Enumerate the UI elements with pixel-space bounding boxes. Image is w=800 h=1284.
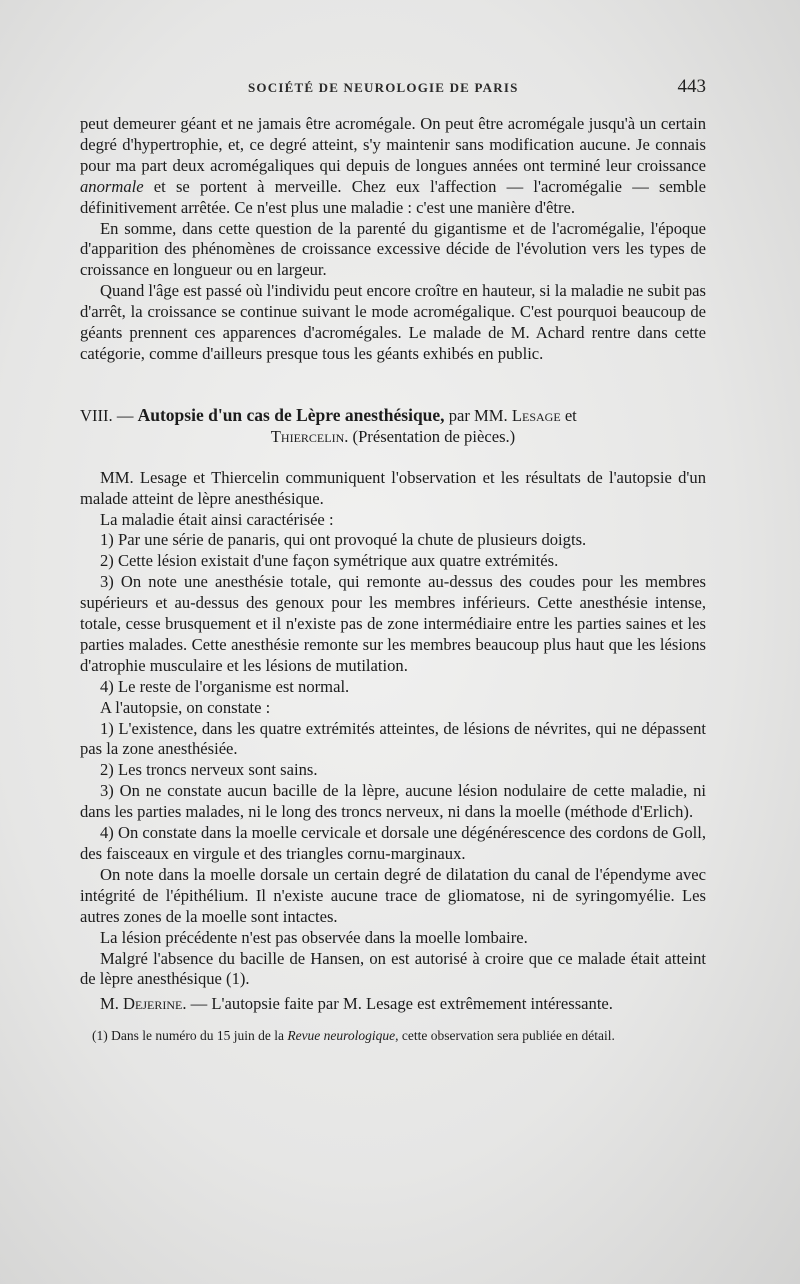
paragraph: A l'autopsie, on constate : xyxy=(100,697,271,717)
list-item: 1) L'existence, dans les quatre extrémités atteintes, de lésions de névrites, qui ne dépassent pas la zone anesthésiée. xyxy=(80,718,706,759)
speaker-name: M. Dejerine. xyxy=(100,994,187,1014)
page-body xyxy=(80,114,706,1045)
list-item: 3) On ne constate aucun bacille de la lèpre, aucune lésion nodulaire de cette maladie, ni dans les parties malades, ni le long des troncs nerveux, ni dans la moelle (méthode d'Erlich). xyxy=(80,781,706,822)
italic-word: anormale xyxy=(80,176,144,196)
paragraph-text: et se portent à merveille. Chez eux l'affection — l'acromégalie — semble définitivement arrêtée. Ce n'est plus une maladie : c'est une manière d'être. xyxy=(80,176,706,217)
list-item: 2) Les troncs nerveux sont sains. xyxy=(100,760,318,780)
page-number: 443 xyxy=(677,76,706,97)
paragraph: On note dans la moelle dorsale un certain degré de dilatation du canal de l'épendyme avec intégrité de l'épithélium. Il n'existe aucune trace de gliomatose, ni de syringomyélie. Les autres zones de la moelle sont intactes. xyxy=(80,864,706,926)
section-by: par MM. xyxy=(444,405,512,425)
section-title: Autopsie d'un cas de Lèpre anesthésique, xyxy=(137,404,445,425)
running-head-title: SOCIÉTÉ DE NEUROLOGIE DE PARIS xyxy=(248,80,519,95)
remark-text: — L'autopsie faite par M. Lesage est extrêmement intéressante. xyxy=(186,994,613,1014)
paragraph-text: peut demeurer géant et ne jamais être acromégale. On peut être acromégale jusqu'à un certain degré d'hypertrophie, et, ce degré atteint, s'y maintenir sans modification aucune. Je connais pour ma part deux acromégaliques qui depuis de longues années ont terminé leur croissance xyxy=(80,114,706,175)
section-heading-line2 xyxy=(80,427,706,448)
dejerine-remark xyxy=(80,994,706,1015)
list-item: 4) On constate dans la moelle cervicale et dorsale une dégénérescence des cordons de Goll, des faisceaux en virgule et des triangles cornu-marginaux. xyxy=(80,823,706,863)
footnote-text: , cette observation sera publiée en détail. xyxy=(395,1028,615,1044)
running-head xyxy=(80,78,706,102)
paragraph-continuation xyxy=(80,114,706,219)
list-item: 4) Le reste de l'organisme est normal. xyxy=(100,676,350,696)
paragraph: La lésion précédente n'est pas observée dans la moelle lombaire. xyxy=(100,927,528,947)
section-heading xyxy=(80,405,706,448)
section-presentation: . (Présentation de pièces.) xyxy=(344,426,516,446)
footnote xyxy=(80,1027,706,1045)
section-number: VIII. — xyxy=(80,405,134,425)
paragraph: En somme, dans cette question de la parenté du gigantisme et de l'acromégalie, l'époque d'apparition des phénomènes de croissance excessive décide de l'évolution vers les types de croissance en longueur ou en largeur. xyxy=(80,218,706,280)
list-item: 2) Cette lésion existait d'une façon symétrique aux quatre extrémités. xyxy=(100,551,559,571)
list-item: 1) Par une série de panaris, qui ont provoqué la chute de plusieurs doigts. xyxy=(100,530,587,550)
paragraph: MM. Lesage et Thiercelin communiquent l'observation et les résultats de l'autopsie d'un malade atteint de lèpre anesthésique. xyxy=(80,467,706,508)
section-et: et xyxy=(560,405,577,425)
paragraph: Quand l'âge est passé où l'individu peut encore croître en hauteur, si la maladie ne subit pas d'arrêt, la croissance se continue suivant le mode acromégalique. C'est pourquoi beaucoup de géants prennent ces apparences d'acromégales. Le malade de M. Achard rentre dans cette catégorie, comme d'ailleurs presque tous les géants exhibés en public. xyxy=(80,281,706,363)
paragraph: La maladie était ainsi caractérisée : xyxy=(100,509,334,529)
footnote-text: (1) Dans le numéro du 15 juin de la xyxy=(92,1028,288,1044)
author-name: Thiercelin xyxy=(270,426,345,446)
author-name: Lesage xyxy=(511,405,561,425)
list-item: 3) On note une anesthésie totale, qui remonte au-dessus des coudes pour les membres supérieurs et au-dessus des genoux pour les membres inférieurs. Cette anesthésie intense, totale, cesse brusquement et il n'existe pas de zone intermédiaire entre les parties saines et les parties malades. Cette anesthésie remonte sur les membres beaucoup plus haut que les lésions d'atrophie musculaire et les lésions de mutilation. xyxy=(80,572,706,675)
paragraph: Malgré l'absence du bacille de Hansen, on est autorisé à croire que ce malade était atteint de lèpre anesthésique (1). xyxy=(80,948,706,989)
journal-title: Revue neurologique xyxy=(287,1028,396,1044)
